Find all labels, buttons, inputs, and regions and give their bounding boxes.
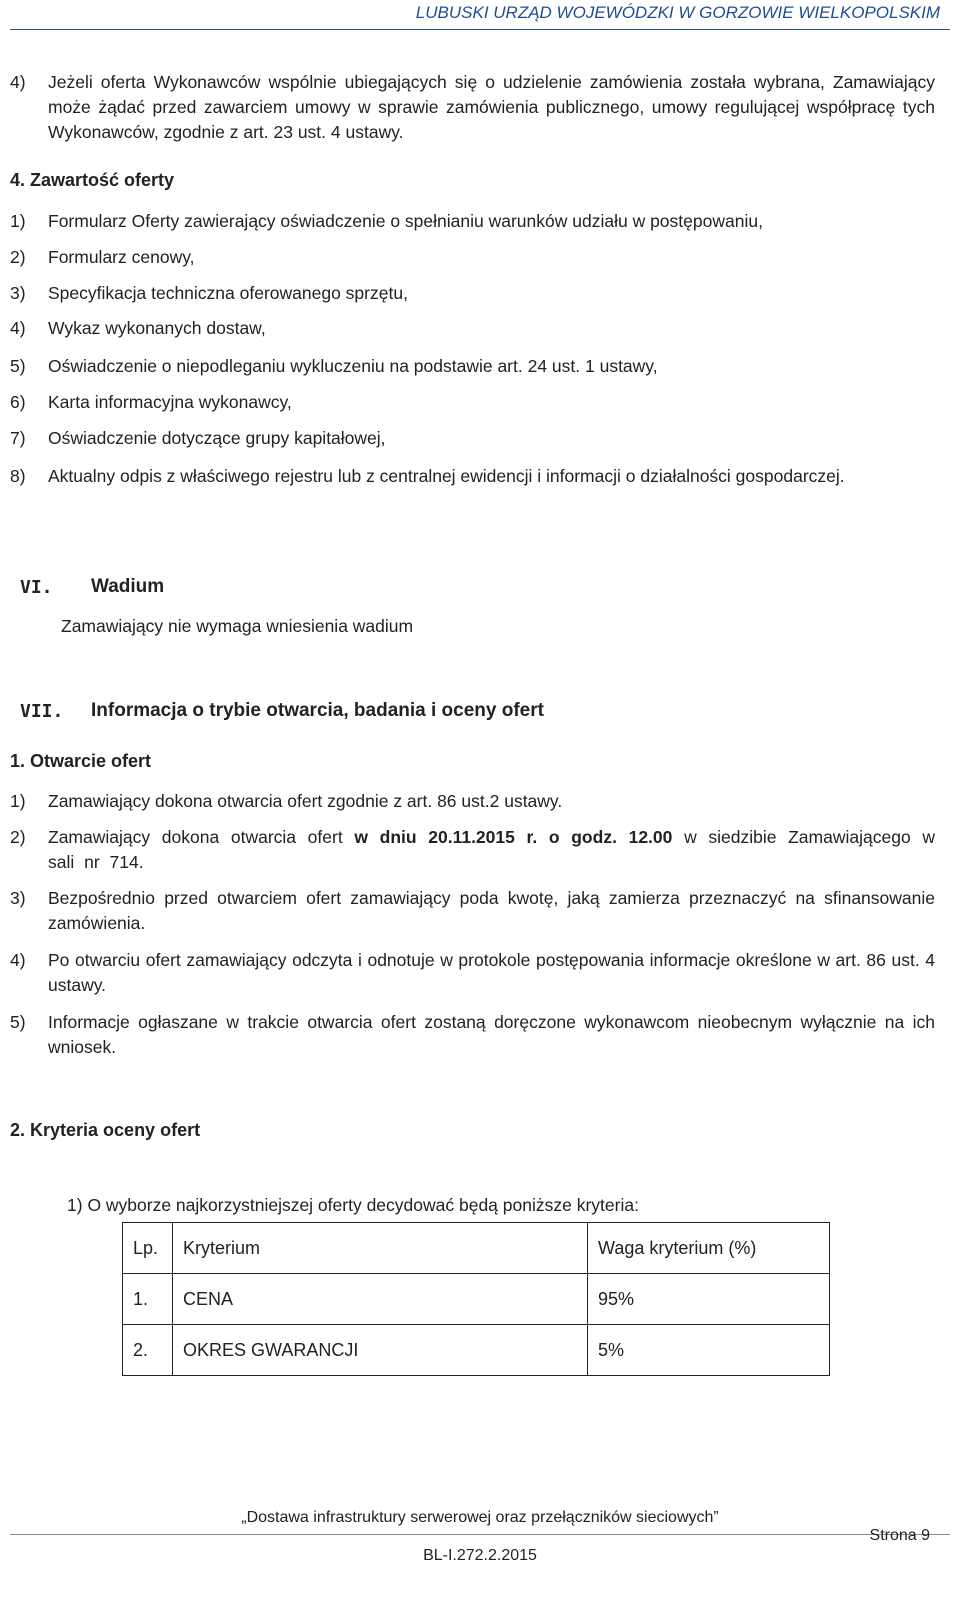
list-number: 1) <box>67 1195 83 1215</box>
list-text: Jeżeli oferta Wykonawców wspólnie ubiegających się o udzielenie zamówienia została wybrana, Zamawiający może żądać przed zawarciem umowy w sprawie zamówienia publicznego, umowy regulującej współpracę tych Wykonawców, zgodnie z art. 23 ust. 4 ustawy. <box>48 72 935 142</box>
list-number: 3) <box>10 888 26 908</box>
list-number: 2) <box>10 247 26 267</box>
opening-text-pre: Zamawiający dokona otwarcia ofert <box>48 827 343 847</box>
criteria-intro <box>67 1193 639 1218</box>
section-title-vii: Informacja o trybie otwarcia, badania i oceny ofert <box>91 700 544 721</box>
list-item <box>10 209 935 234</box>
list-number: 3) <box>10 283 26 303</box>
list-text: Wykaz wykonanych dostaw, <box>48 318 266 338</box>
list-text: Zamawiający dokona otwarcia ofert zgodnie z art. 86 ust.2 ustawy. <box>48 791 563 811</box>
list-number: 4) <box>10 318 26 338</box>
list-number: 7) <box>10 428 26 448</box>
list-text <box>48 825 935 875</box>
table-cell: OKRES GWARANCJI <box>173 1325 588 1376</box>
list-item <box>10 245 935 270</box>
opening-text-post: w siedzibie Zamawiającego w sali nr 714. <box>48 827 935 872</box>
header-divider <box>10 29 950 30</box>
list-text: Informacje ogłaszane w trakcie otwarcia ofert zostaną doręczone wykonawcom nieobecnym wyłącznie na ich wniosek. <box>48 1012 935 1057</box>
list-text: Formularz cenowy, <box>48 247 195 267</box>
list-text: O wyborze najkorzystniejszej oferty decydować będą poniższe kryteria: <box>87 1195 639 1215</box>
table-cell: 5% <box>588 1325 830 1376</box>
section-number-vii: VII. <box>20 701 64 722</box>
table-header-cell: Waga kryterium (%) <box>588 1223 830 1274</box>
list-item <box>10 789 935 814</box>
section-number-vi: VI. <box>20 577 53 598</box>
list-text: Oświadczenie dotyczące grupy kapitałowej, <box>48 428 386 448</box>
table-header-row <box>123 1223 830 1274</box>
subsection-heading-kryteria: 2. Kryteria oceny ofert <box>10 1120 201 1140</box>
section-heading-zawartosc: 4. Zawartość oferty <box>10 170 175 190</box>
page-number: Strona 9 <box>869 1527 930 1544</box>
list-item <box>10 390 935 415</box>
table-cell: 95% <box>588 1274 830 1325</box>
table-row <box>123 1274 830 1325</box>
list-text: Specyfikacja techniczna oferowanego sprzętu, <box>48 283 408 303</box>
list-number: 6) <box>10 392 26 412</box>
list-item <box>10 1010 935 1060</box>
list-number: 4) <box>10 72 26 92</box>
list-number: 2) <box>10 827 26 847</box>
footer-title: „Dostawa infrastruktury serwerowej oraz przełączników sieciowych” <box>241 1509 719 1526</box>
list-item <box>10 354 935 379</box>
list-text: Aktualny odpis z właściwego rejestru lub z centralnej ewidencji i informacji o działalności gospodarczej. <box>48 466 845 486</box>
table-cell: CENA <box>173 1274 588 1325</box>
list-text: Karta informacyjna wykonawcy, <box>48 392 292 412</box>
list-item <box>10 886 935 936</box>
list-item-opening-date <box>10 825 935 875</box>
section-title-wadium: Wadium <box>91 576 165 597</box>
page-header: LUBUSKI URZĄD WOJEWÓDZKI W GORZOWIE WIELKOPOLSKIM <box>415 3 940 22</box>
list-number: 1) <box>10 211 26 231</box>
list-item <box>10 426 935 451</box>
table-header-cell: Kryterium <box>173 1223 588 1274</box>
footer-divider <box>10 1534 950 1535</box>
document-code: BL-I.272.2.2015 <box>423 1547 537 1564</box>
subsection-heading-otwarcie: 1. Otwarcie ofert <box>10 751 152 771</box>
list-number: 5) <box>10 356 26 376</box>
list-item <box>10 948 935 998</box>
list-item <box>10 316 935 341</box>
list-number: 4) <box>10 950 26 970</box>
criteria-table <box>122 1222 830 1376</box>
table-cell: 1. <box>123 1274 173 1325</box>
list-number: 8) <box>10 466 26 486</box>
list-text: Po otwarciu ofert zamawiający odczyta i odnotuje w protokole postępowania informacje określone w art. 86 ust. 4 ustawy. <box>48 950 935 995</box>
list-item <box>10 281 935 306</box>
wadium-text: Zamawiający nie wymaga wniesienia wadium <box>61 616 414 636</box>
list-number: 1) <box>10 791 26 811</box>
list-text: Bezpośrednio przed otwarciem ofert zamawiający poda kwotę, jaką zamierza przeznaczyć na sfinansowanie zamówienia. <box>48 888 935 933</box>
table-cell: 2. <box>123 1325 173 1376</box>
list-text: Oświadczenie o niepodleganiu wykluczeniu na podstawie art. 24 ust. 1 ustawy, <box>48 356 658 376</box>
list-item <box>10 464 935 489</box>
list-text: Formularz Oferty zawierający oświadczenie o spełnianiu warunków udziału w postępowaniu, <box>48 211 763 231</box>
intro-list-item <box>10 70 935 145</box>
list-number: 5) <box>10 1012 26 1032</box>
table-header-cell: Lp. <box>123 1223 173 1274</box>
opening-date: w dniu 20.11.2015 r. o godz. 12.00 <box>354 827 673 847</box>
table-row <box>123 1325 830 1376</box>
